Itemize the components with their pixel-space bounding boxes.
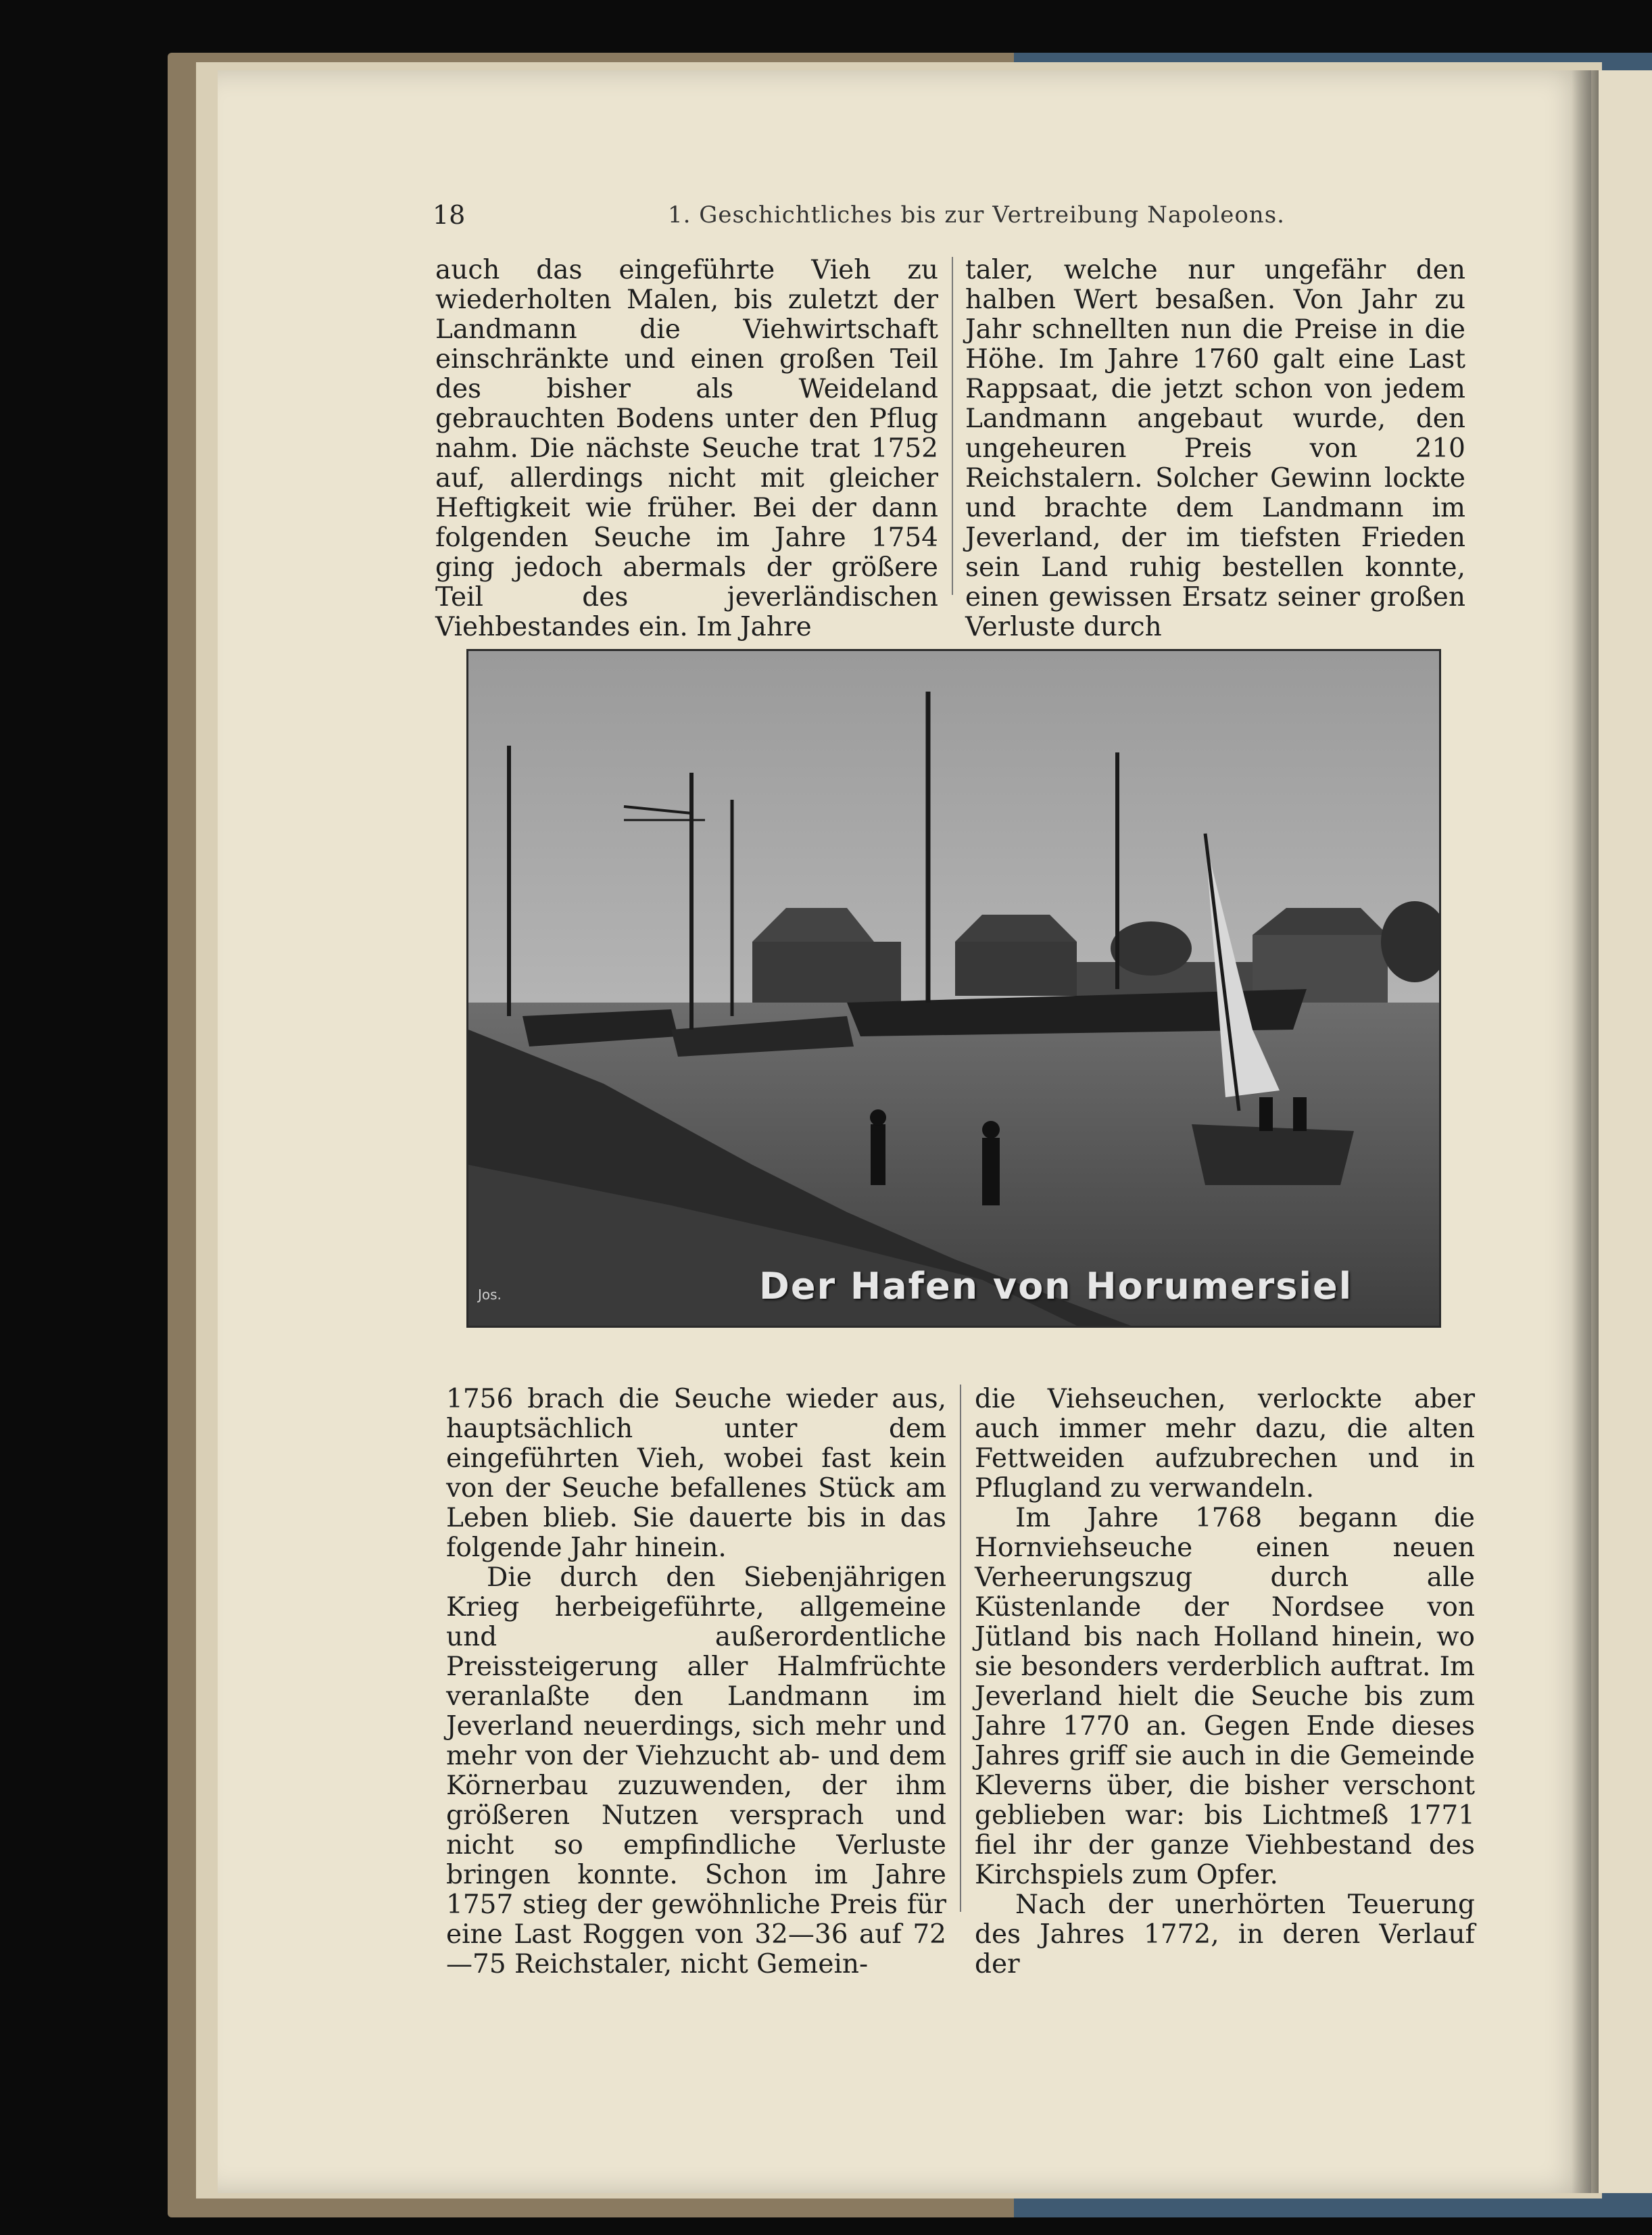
column-divider — [952, 257, 953, 595]
text-column-top-right — [965, 256, 1465, 642]
column-divider — [960, 1385, 961, 1912]
page-number: 18 — [433, 200, 466, 230]
paragraph: taler, welche nur ungefähr den halben Wert besaßen. Von Jahr zu Jahr schnellten nun die Preise in die Höhe. Im Jahre 1760 galt eine Last Rappsaat, die jetzt schon von jedem Landmann angebaut wurde, den ungeheuren Preis von 210 Reichstalern. Solcher Gewinn lockte und brachte dem Landmann im Jeverland, der im tiefsten Frieden sein Land ruhig bestellen konnte, einen gewissen Ersatz seiner großen Verluste durch — [965, 255, 1465, 642]
running-title: 1. Geschichtliches bis zur Vertreibung Napoleons. — [668, 201, 1285, 229]
harbor-scene-image — [468, 651, 1439, 1326]
figure-caption: Der Hafen von Horumersiel — [759, 1265, 1353, 1307]
text-column-bottom-left — [446, 1385, 946, 1979]
text-column-bottom-right — [975, 1385, 1475, 1979]
text-column-top-left — [435, 256, 938, 642]
page-header — [433, 200, 1460, 234]
paragraph: Im Jahre 1768 begann die Hornviehseuche einen neuen Verheerungszug durch alle Küstenlande der Nordsee von Jütland bis nach Holland hinein, wo sie besonders verderblich auftrat. Im Jeverland hielt die Seuche bis zum Jahre 1770 an. Gegen Ende dieses Jahres griff sie auch in die Gemeinde Kleverns über, die bisher verschont geblieben war: bis Lichtmeß 1771 fiel ihr der ganze Viehbestand des Kirchspiels zum Opfer. — [975, 1503, 1475, 1890]
harbor-illustration — [466, 649, 1441, 1328]
paragraph: 1756 brach die Seuche wieder aus, hauptsächlich unter dem eingeführten Vieh, wobei fast kein von der Seuche befallenes Stück am Leben blieb. Sie dauerte bis in das folgende Jahr hinein. — [446, 1384, 946, 1563]
paragraph: die Viehseuchen, verlockte aber auch immer mehr dazu, die alten Fettweiden aufzubrechen und in Pflugland zu verwandeln. — [975, 1384, 1475, 1504]
page-gutter-shadow — [1572, 70, 1599, 2193]
paragraph: Nach der unerhörten Teuerung des Jahres 1772, in deren Verlauf der — [975, 1890, 1475, 1979]
paragraph: Die durch den Siebenjährigen Krieg herbeigeführte, allgemeine und außerordentliche Preissteigerung aller Halmfrüchte veranlaßte den Landmann im Jeverland neuerdings, sich mehr und mehr von der Viehzucht ab- und dem Körnerbau zuzuwenden, der ihm größeren Nutzen versprach und nicht so empfindliche Verluste bringen konnte. Schon im Jahre 1757 stieg der gewöhnliche Preis für eine Last Roggen von 32—36 auf 72—75 Reichstaler, nicht Gemein- — [446, 1562, 946, 1979]
artist-signature: Jos. — [478, 1287, 502, 1303]
paragraph: auch das eingeführte Vieh zu wiederholten Malen, bis zuletzt der Landmann die Viehwirtschaft einschränkte und einen großen Teil des bisher als Weideland gebrauchten Bodens unter den Pflug nahm. Die nächste Seuche trat 1752 auf, allerdings nicht mit gleicher Heftigkeit wie früher. Bei der dann folgenden Seuche im Jahre 1754 ging jedoch abermals der größere Teil des jeverländischen Viehbestandes ein. Im Jahre — [435, 255, 938, 642]
facing-page-edge — [1591, 70, 1652, 2193]
